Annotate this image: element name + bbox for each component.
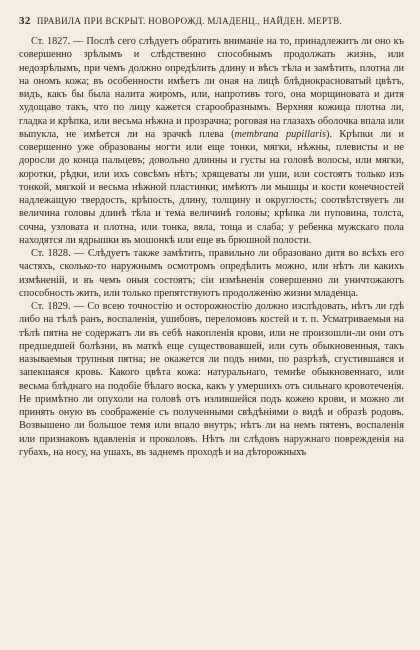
article-1829-text: — Со всею точностію и осторожностію должно изслѣдовать, нѣтъ ли гдѣ либо на тѣлѣ ранъ, воспаленія, ушибовъ, переломовъ костей и т. п. Усматриваемыя на тѣлѣ пятна не содержатъ ли въ себѣ накопленія крови, или не произошли-ли они отъ предшедшей болѣзни, въ маткѣ еще существовавшей, или суть обыкновенныя, такъ называемыя трупныя пятна; не окажется ли подъ ними, по разрѣзѣ, сгустившаяся и запекшаяся кровь. Какого цвѣта кожа: натуральнаго, темнѣе обыкновеннаго, или весьма блѣднаго на подобіе бѣлаго воска, какъ у умершихъ отъ сильнаго кровотеченія. Не примѣтно ли опухоли на головѣ отъ излившейся подъ кожею крови, и можно ли принять оную въ соображеніе съ полученными свѣдѣніями о видѣ и образѣ родовъ. Возвышено ли большое темя или впало внутрь; нѣтъ ли на немъ пятенъ, воспаленія или признаковъ вдавленія и проколовъ. Нѣтъ ли слѣдовъ наружнаго поврежденія на губахъ, на носу, на ушахъ, въ заднемъ проходѣ и на дѣторожныхъ [19, 301, 404, 458]
page-number: 32 [19, 15, 31, 27]
article-1829-paragraph [19, 300, 404, 459]
body-text [19, 35, 404, 459]
article-1827-text-continued: ). Крѣпки ли и совершенно уже образованы ногти или еще тонки, мягки, нѣжны, плевисты и не доросли до конца пальцевъ; довольно длинны и густы на головѣ волосы, или мягки, коротки, рѣдки, или ихъ совсѣмъ нѣтъ; хрящеваты ли уши, или состоятъ только изъ тонкой, мягкой и весьма нѣжной пластинки; имѣютъ ли мышцы и кости конечностей надлежащую твердость, крѣпость, длину, толщину и округлость; соотвѣтствуетъ ли величина головы длинѣ тѣла и тема величинѣ головы; крѣпка ли пуповина, толста, сочна, узловата и плотна, или тонка, вяла, тоща и слаба; у ребенка мужскаго пола находятся ли ядрышки въ мошонкѣ или еще въ брюшной полости. [19, 128, 404, 246]
article-1828-paragraph [19, 247, 404, 300]
running-header-title: ПРАВИЛА ПРИ ВСКРЫТ. НОВОРОЖД. МЛАДЕНЦ., НАЙДЕН. МЕРТВ. [36, 16, 343, 26]
article-1827-label: Ст. 1827. [31, 36, 71, 47]
running-header [19, 14, 404, 28]
article-1828-text: — Слѣдуетъ также замѣтить, правильно ли образовано дитя во всѣхъ его частяхъ, сколько-то наружнымъ осмотромъ опредѣлить можно, или нѣтъ ли какихъ измѣненій, и въ чемъ оныя состоятъ; сіи измѣненія совершенно ли уничтожаютъ способность жить, или только препятствуютъ продолженію жизни младенца. [19, 248, 405, 299]
latin-term: membrana pupillaris [234, 128, 327, 140]
article-1827-paragraph [19, 35, 404, 247]
article-1827-text: — Послѣ сего слѣдуетъ обратить вниманіе на то, принадлежитъ ли оно къ совершенно зрѣлымъ и слѣдственно способнымъ продолжать жизнь, или недозрѣлымъ, при чемъ должно опредѣлить длину и вѣсъ тѣла и замѣтить, плотна ли на ономъ кожа; въ особенности имѣетъ ли оная на лицѣ блѣднокрасноватый цвѣтъ, видъ, какъ бы была налита жиромъ, или, напротивъ того, она морщиновата и дитя худощаво такъ, что по лицу кажется старообразнымъ. Верхняя кожица плотна ли, гладка и крѣпка, или весьма нѣжна и прозрачна; роговая на глазахъ оболочка впала или выпукла, не имѣется ли на зрачкѣ плева ( [19, 36, 404, 140]
article-1829-label: Ст. 1829. [31, 301, 71, 312]
article-1828-label: Ст. 1828. [31, 248, 71, 259]
